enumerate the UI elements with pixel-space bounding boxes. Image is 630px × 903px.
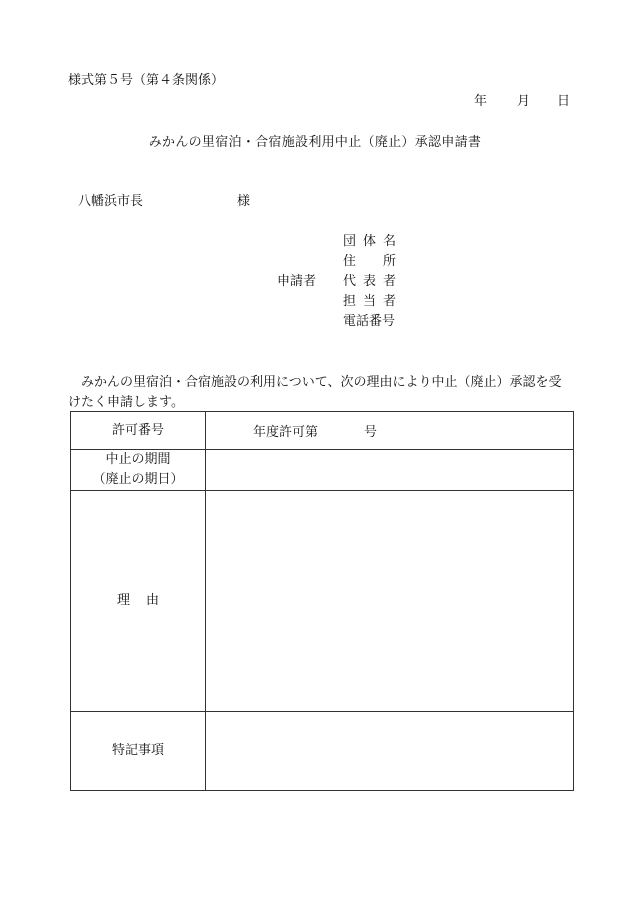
- period-field[interactable]: [206, 450, 574, 491]
- permit-number-suffix-text: 号: [364, 425, 378, 440]
- applicant-field-representative: 代 表 者: [343, 274, 396, 289]
- table-row-period: [71, 450, 574, 491]
- table-row-notes: [71, 712, 574, 791]
- date-day-label: 日: [557, 94, 571, 109]
- table-row-permit-number: [71, 412, 574, 450]
- table-row-reason: [71, 491, 574, 712]
- addressee-name: 八幡浜市長: [78, 194, 144, 209]
- addressee-honorific: 様: [237, 194, 251, 209]
- permit-number-year-text: 年度許可第: [253, 425, 319, 440]
- reason-field[interactable]: [206, 491, 574, 712]
- applicant-label: 申請者: [277, 274, 317, 289]
- form-number: 様式第５号（第４条関係）: [68, 73, 225, 88]
- applicant-field-phone: 電話番号: [343, 314, 396, 329]
- date-year-label: 年: [474, 94, 488, 109]
- document-title: みかんの里宿泊・合宿施設利用中止（廃止）承認申請書: [148, 135, 482, 150]
- application-statement: みかんの里宿泊・合宿施設の利用について、次の理由により中止（廃止）承認を受けたく申請します。: [68, 375, 562, 410]
- application-form-table: [70, 411, 574, 791]
- permit-number-label: 許可番号: [71, 412, 206, 450]
- permit-number-field[interactable]: [206, 412, 574, 450]
- period-label: 中止の期間 （廃止の期日）: [71, 450, 206, 491]
- date-month-label: 月: [517, 94, 531, 109]
- applicant-field-organization: 団 体 名: [343, 234, 396, 249]
- notes-label: 特記事項: [71, 712, 206, 791]
- notes-field[interactable]: [206, 712, 574, 791]
- applicant-field-contact-person: 担 当 者: [343, 294, 396, 309]
- applicant-field-address: 住 所: [343, 254, 396, 269]
- reason-label: 理 由: [71, 491, 206, 712]
